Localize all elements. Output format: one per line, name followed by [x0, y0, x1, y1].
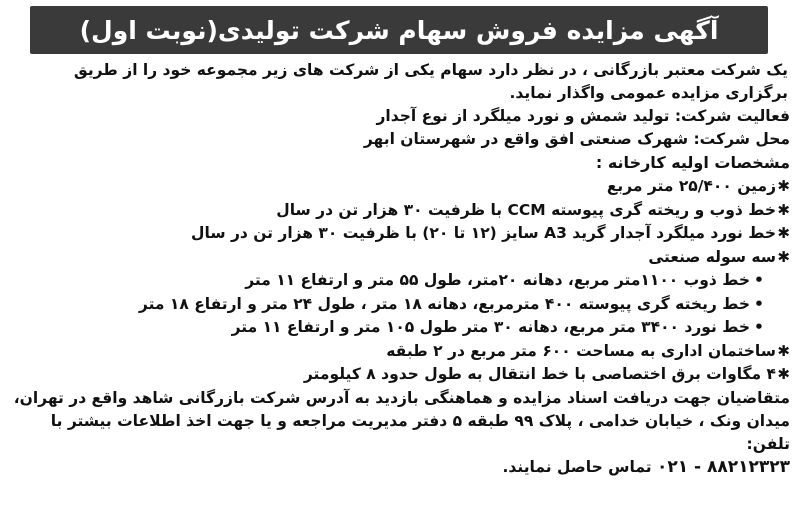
item-text: ساختمان اداری به مساحت ۶۰۰ متر مربع در ۲ طبقه [386, 341, 776, 360]
shed-text: خط نورد ۳۴۰۰ متر مربع، دهانه ۳۰ متر طول ۱۰۵ متر و ارتفاع ۱۱ متر [231, 318, 750, 336]
phone-number: ۰۲۱ - ۸۸۲۱۲۳۲۳ [656, 456, 790, 477]
shed-item [8, 293, 790, 317]
location-label: محل شرکت: [693, 130, 790, 148]
asterisk-icon: ✱ [777, 247, 790, 266]
asterisk-icon: ✱ [777, 365, 790, 383]
footer-line: میدان ونک ، خیابان خدامی ، پلاک ۹۹ طبقه ۵ دفتر مدیریت مراجعه و یا جهت اخذ اطلاعات بیشتر با تلفن: [50, 411, 790, 453]
location-value: شهرک صنعتی افق واقع در شهرستان ابهر [363, 130, 694, 148]
title-banner [30, 6, 768, 54]
bullet-icon: • [754, 294, 764, 313]
activity-row [8, 105, 790, 128]
item-text: خط ذوب و ریخته گری پیوسته CCM با ظرفیت ۳۰ هزار تن در سال [276, 200, 776, 219]
footer-line: متقاضیان جهت دریافت اسناد مزایده و هماهنگی بازدید به آدرس شرکت بازرگانی شاهد واقع در تهران، [13, 388, 790, 407]
location-row [8, 128, 790, 151]
shed-text: خط ذوب ۱۱۰۰متر مربع، دهانه ۲۰متر، طول ۵۵ متر و ارتفاع ۱۱ متر [245, 271, 750, 289]
item-text: سه سوله صنعتی [648, 247, 776, 266]
list-item [8, 363, 790, 387]
shed-text: خط ریخته گری پیوسته ۴۰۰ مترمربع، دهانه ۱۸ متر ، طول ۲۴ متر و ارتفاع ۱۸ متر [138, 294, 750, 313]
list-item [8, 340, 790, 364]
auction-notice [0, 6, 800, 522]
bullet-icon: • [754, 271, 764, 289]
asterisk-icon: ✱ [777, 177, 790, 195]
activity-value: تولید شمش و نورد میلگرد از نوع آجدار [376, 107, 675, 125]
shed-item [8, 316, 790, 340]
footer-contact [8, 456, 790, 479]
asterisk-icon: ✱ [777, 200, 790, 219]
shed-item [8, 269, 790, 293]
list-item [8, 222, 790, 246]
intro-paragraph: یک شرکت معتبر بازرگانی ، در نظر دارد سهام یکی از شرکت های زیر مجموعه خود را از طریق برگزاری مزایده عمومی واگذار نماید. [73, 61, 788, 102]
activity-label: فعالیت شرکت: [674, 107, 790, 125]
notice-title: آگهی مزایده فروش سهام شرکت تولیدی(نوبت اول) [79, 15, 719, 45]
list-item [8, 199, 790, 223]
item-text: ۴ مگاوات برق اختصاصی با خط انتقال به طول حدود ۸ کیلومتر [303, 365, 776, 383]
asterisk-icon: ✱ [777, 224, 790, 242]
item-text: خط نورد میلگرد آجدار گرید A3 سایز (۱۲ تا ۲۰) با ظرفیت ۳۰ هزار تن در سال [191, 224, 776, 242]
asterisk-icon: ✱ [777, 341, 790, 360]
bullet-icon: • [754, 318, 764, 336]
list-item [8, 175, 790, 199]
footer-end: تماس حاصل نمایند. [502, 457, 657, 476]
item-text: زمین ۲۵/۴۰۰ متر مربع [606, 177, 776, 195]
list-item [8, 246, 790, 270]
specs-heading: مشخصات اولیه کارخانه : [595, 153, 790, 172]
